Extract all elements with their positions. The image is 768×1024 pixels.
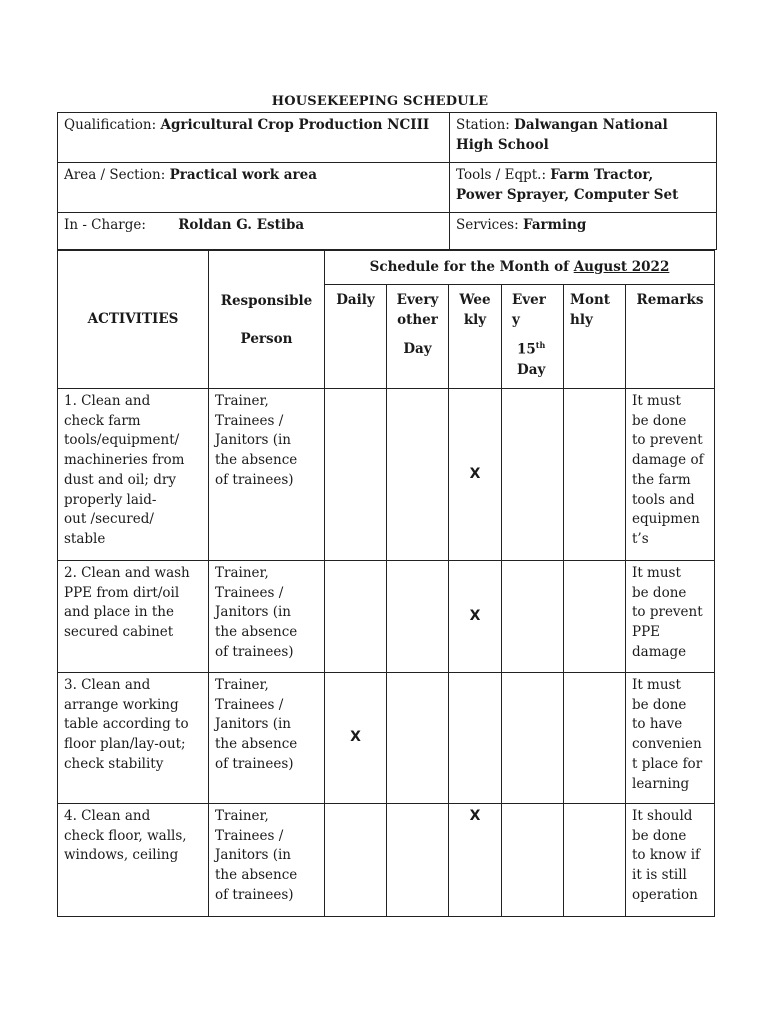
qualification-cell: [58, 113, 450, 163]
weekly-header: [449, 285, 502, 389]
every-other-day-cell: [387, 389, 449, 561]
remarks-line: damage of: [632, 452, 704, 469]
remarks-line: be done: [632, 412, 687, 429]
every-15th-cell: [502, 389, 564, 561]
tools-value: Farm Tractor,: [550, 167, 654, 183]
remarks-line: it is still: [632, 867, 687, 884]
activity-line: 3. Clean and: [64, 677, 151, 693]
remarks-line: damage: [632, 643, 687, 660]
remarks-line: It should: [632, 808, 693, 824]
remarks-line: to know if: [632, 847, 701, 864]
header-info-table: [57, 112, 717, 250]
weekly-cell: [449, 673, 502, 804]
remarks-line: the farm: [632, 471, 691, 488]
person-line: Trainees /: [215, 696, 284, 713]
activity-line: 4. Clean and: [64, 808, 151, 824]
activity-line: and place in the: [64, 604, 174, 621]
every-15th-line-3: [512, 336, 545, 360]
daily-cell: [325, 389, 387, 561]
remarks-cell: [626, 804, 715, 917]
services-cell: [450, 213, 717, 250]
activity-line: stable: [64, 530, 106, 547]
remarks-line: be done: [632, 696, 687, 713]
daily-mark: X: [325, 673, 387, 804]
schedule-table: [57, 250, 715, 917]
qualification-label: Qualification:: [64, 117, 157, 133]
monthly-cell: [564, 389, 626, 561]
daily-header: Daily: [325, 285, 387, 389]
station-value: Dalwangan National: [514, 117, 668, 133]
person-line: Janitors (in: [215, 604, 291, 621]
person-line: Trainees /: [215, 827, 284, 844]
every-15th-line-1: Ever: [512, 292, 546, 308]
activities-header: ACTIVITIES: [58, 251, 209, 389]
activity-line: machineries from: [64, 452, 185, 469]
station-value-line-2: High School: [456, 137, 549, 153]
station-cell: [450, 113, 717, 163]
tools-label: Tools / Eqpt.:: [456, 167, 546, 183]
person-line: Janitors (in: [215, 432, 291, 449]
monthly-line-2: hly: [570, 311, 593, 328]
incharge-label: In - Charge:: [64, 217, 146, 233]
activity-line: out /secured/: [64, 511, 154, 528]
person-cell: [209, 389, 325, 561]
remarks-cell: [626, 673, 715, 804]
weekly-line-2: kly: [463, 311, 487, 328]
every-15th-day-header: [502, 285, 564, 389]
person-cell: [209, 673, 325, 804]
person-line: Trainer,: [215, 808, 269, 824]
every-15th-number: 15: [517, 341, 536, 358]
monthly-cell: [564, 561, 626, 673]
activity-line: properly laid-: [64, 491, 157, 508]
qualification-value: Agricultural Crop Production NCIII: [160, 117, 430, 133]
activity-line: floor plan/lay-out;: [64, 736, 186, 753]
remarks-line: to prevent: [632, 604, 703, 621]
tools-cell: [450, 163, 717, 213]
every-15th-line-2: y: [512, 311, 520, 328]
remarks-cell: [626, 561, 715, 673]
activity-line: check farm: [64, 412, 141, 429]
every-15th-suffix: th: [535, 340, 546, 351]
remarks-line: t place for: [632, 755, 703, 772]
person-line: of trainees): [215, 643, 294, 660]
person-line: Trainer,: [215, 565, 269, 581]
remarks-line: t’s: [632, 530, 649, 547]
weekly-line-1: Wee: [459, 292, 491, 308]
activity-line: windows, ceiling: [64, 847, 179, 864]
person-cell: [209, 804, 325, 917]
remarks-line: be done: [632, 584, 687, 601]
person-line: Janitors (in: [215, 847, 291, 864]
daily-cell: [325, 561, 387, 673]
incharge-value: Roldan G. Estiba: [178, 217, 305, 233]
remarks-line: equipmen: [632, 511, 700, 528]
remarks-line: to have: [632, 716, 683, 733]
remarks-header: Remarks: [626, 285, 715, 389]
person-line: the absence: [215, 867, 298, 884]
person-line: the absence: [215, 452, 298, 469]
every-15th-line-4: Day: [517, 361, 546, 378]
month-header: [325, 251, 715, 285]
person-line: of trainees): [215, 471, 294, 488]
every-other-day-cell: [387, 804, 449, 917]
person-line: the absence: [215, 736, 298, 753]
person-line: Janitors (in: [215, 716, 291, 733]
remarks-line: It must: [632, 565, 681, 581]
monthly-line-1: Mont: [570, 292, 610, 308]
every-other-day-cell: [387, 673, 449, 804]
person-line: Trainer,: [215, 393, 269, 409]
every-other-day-line-1: Every: [396, 292, 439, 308]
tools-value-line-2: Power Sprayer, Computer Set: [456, 187, 679, 203]
station-label: Station:: [456, 117, 510, 133]
activity-cell: [58, 804, 209, 917]
remarks-line: tools and: [632, 491, 695, 508]
activity-line: dust and oil; dry: [64, 471, 176, 488]
every-15th-cell: [502, 804, 564, 917]
remarks-line: It must: [632, 677, 681, 693]
services-label: Services:: [456, 217, 519, 233]
area-cell: [58, 163, 450, 213]
daily-cell: [325, 804, 387, 917]
responsible-header-line-2: Person: [240, 330, 293, 347]
person-line: of trainees): [215, 886, 294, 903]
monthly-cell: [564, 804, 626, 917]
document-title: HOUSEKEEPING SCHEDULE: [271, 94, 489, 109]
activity-cell: [58, 673, 209, 804]
every-other-day-header: [387, 285, 449, 389]
remarks-line: convenien: [632, 736, 702, 753]
weekly-mark: X: [449, 804, 502, 917]
activity-line: 2. Clean and wash: [64, 565, 190, 581]
remarks-line: operation: [632, 886, 698, 903]
incharge-cell: [58, 213, 450, 250]
person-line: of trainees): [215, 755, 294, 772]
every-15th-cell: [502, 561, 564, 673]
activity-cell: [58, 389, 209, 561]
every-15th-cell: [502, 673, 564, 804]
responsible-header: [209, 251, 325, 389]
activity-line: table according to: [64, 716, 189, 733]
remarks-line: learning: [632, 775, 690, 792]
weekly-mark: X: [449, 561, 502, 673]
activity-line: check floor, walls,: [64, 827, 187, 844]
every-other-day-line-3: Day: [403, 341, 432, 358]
activity-line: secured cabinet: [64, 624, 174, 641]
person-line: Trainees /: [215, 584, 284, 601]
table-row: [58, 673, 715, 804]
month-prefix: Schedule for the Month of: [369, 258, 574, 275]
table-row: [58, 389, 715, 561]
every-other-day-cell: [387, 561, 449, 673]
month-value: August 2022: [573, 258, 670, 275]
activity-line: PPE from dirt/oil: [64, 584, 180, 601]
activity-line: 1. Clean and: [64, 393, 151, 409]
services-value: Farming: [522, 217, 587, 233]
person-line: the absence: [215, 624, 298, 641]
person-line: Trainees /: [215, 412, 284, 429]
area-value: Practical work area: [169, 167, 317, 183]
remarks-line: be done: [632, 827, 687, 844]
responsible-header-line-1: Responsible: [220, 292, 313, 309]
activity-line: tools/equipment/: [64, 432, 180, 449]
person-line: Trainer,: [215, 677, 269, 693]
remarks-line: It must: [632, 393, 681, 409]
weekly-mark: X: [449, 389, 502, 561]
activity-cell: [58, 561, 209, 673]
every-other-day-line-2: other: [397, 311, 438, 328]
remarks-line: to prevent: [632, 432, 703, 449]
remarks-line: PPE: [632, 624, 661, 641]
monthly-header: [564, 285, 626, 389]
area-label: Area / Section:: [64, 167, 166, 183]
remarks-cell: [626, 389, 715, 561]
monthly-cell: [564, 673, 626, 804]
activity-line: check stability: [64, 755, 164, 772]
activity-line: arrange working: [64, 696, 179, 713]
table-row: [58, 804, 715, 917]
table-row: [58, 561, 715, 673]
person-cell: [209, 561, 325, 673]
